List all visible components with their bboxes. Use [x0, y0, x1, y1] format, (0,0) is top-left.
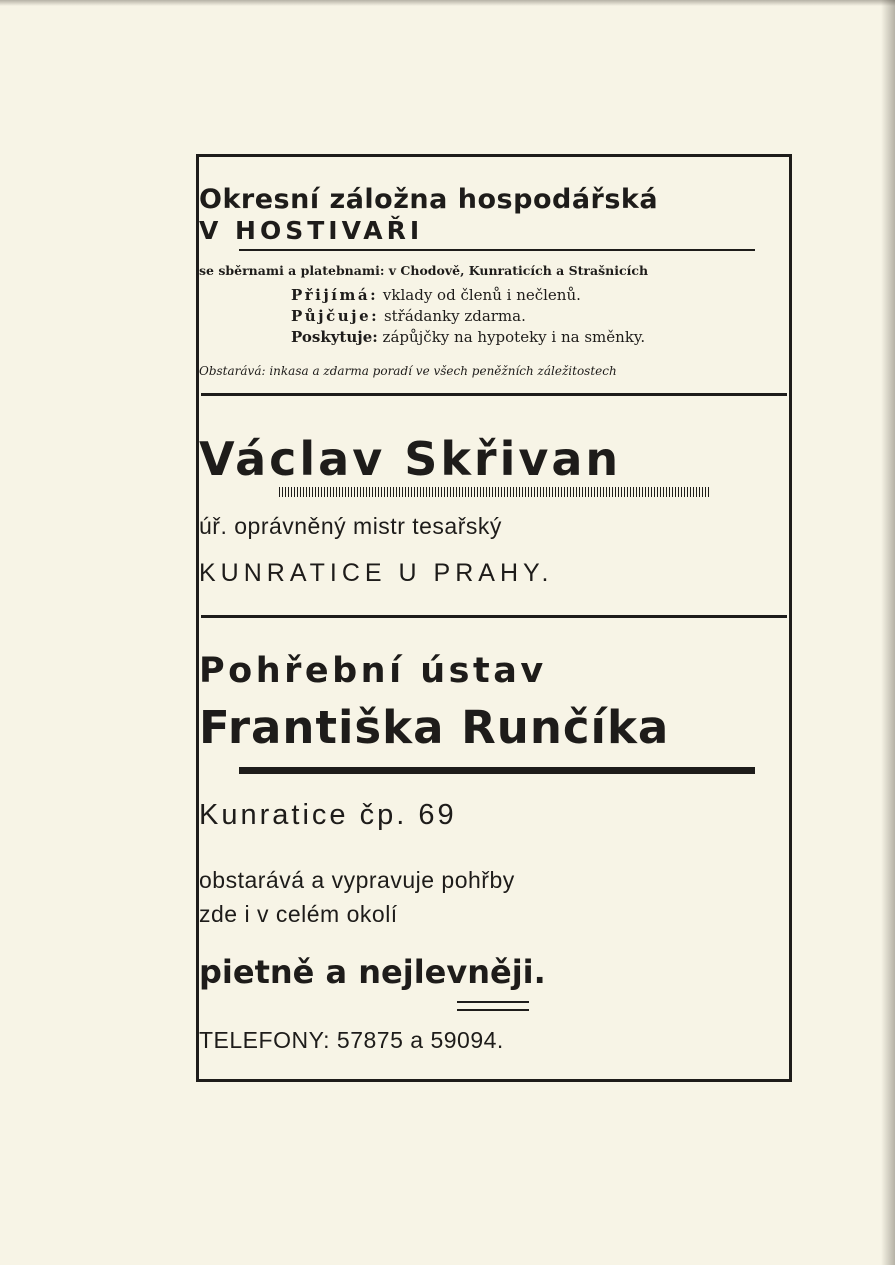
funeral-title: Pohřební ústav	[199, 651, 547, 691]
funeral-owner-name: Františka Runčíka	[199, 701, 670, 754]
bank-subtitle: V HOSTIVAŘI	[199, 216, 424, 245]
funeral-service-line: zde i v celém okolí	[199, 901, 398, 927]
section-divider	[201, 615, 787, 618]
carpenter-town: KUNRATICE U PRAHY.	[199, 559, 554, 587]
bank-service-text: zápůjčky na hypoteky i na směnky.	[377, 328, 646, 346]
funeral-name-rule	[239, 767, 755, 774]
carpenter-name: Václav Skřivan	[199, 432, 622, 486]
page-edge-shadow	[881, 0, 895, 1265]
bank-services	[291, 285, 645, 348]
bank-service-text: střádanky zdarma.	[379, 307, 526, 325]
bank-service-line	[291, 327, 645, 348]
funeral-service-line: obstarává a vypravuje pohřby	[199, 867, 515, 893]
bank-service-label: Půjčuje:	[291, 307, 380, 325]
section-divider	[201, 393, 787, 396]
funeral-services	[199, 863, 789, 931]
bank-service-label: Přijímá:	[291, 286, 379, 304]
bank-footer: Obstarává: inkasa a zdarma poradí ve všech peněžních záležitostech	[199, 364, 617, 378]
funeral-slogan: pietně a nejlevněji.	[199, 953, 546, 991]
bank-service-line	[291, 285, 645, 306]
funeral-address: Kunratice čp. 69	[199, 799, 457, 831]
advertisement-frame	[196, 154, 792, 1082]
bank-branches: se sběrnami a platebnami: v Chodově, Kunraticích a Strašnicích	[199, 263, 649, 278]
page-top-shadow	[0, 0, 895, 6]
funeral-double-rule	[457, 1001, 529, 1011]
bank-title-rule	[239, 249, 755, 251]
bank-service-text: vklady od členů i nečlenů.	[378, 286, 581, 304]
carpenter-trade: úř. oprávněný mistr tesařský	[199, 513, 502, 539]
bank-service-label: Poskytuje:	[291, 328, 378, 346]
funeral-phones: TELEFONY: 57875 a 59094.	[199, 1027, 504, 1053]
carpenter-hatch-rule	[279, 487, 711, 497]
bank-title: Okresní záložna hospodářská	[199, 184, 659, 215]
bank-service-line	[291, 306, 645, 327]
